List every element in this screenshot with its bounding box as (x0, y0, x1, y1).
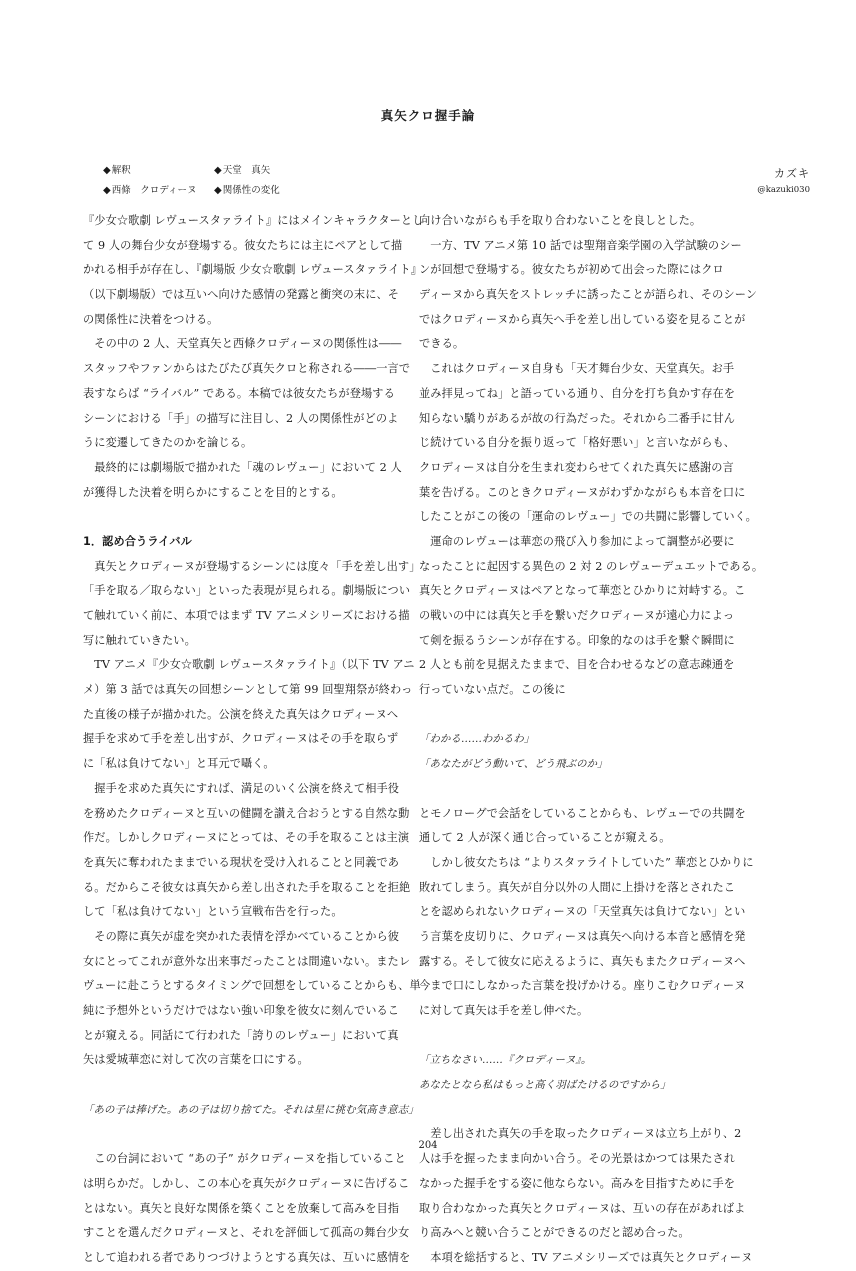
body-text-line: これはクロディーヌ自身も「天才舞台少女、天堂真矢。お手 (419, 362, 735, 376)
blank-line (83, 505, 438, 530)
body-text-line: ンが回想で登場する。彼女たちが初めて出会った際にはクロ (419, 263, 724, 277)
body-text-line: 運命のレヴューは華恋の飛び入り参加によって調整が必要に (419, 534, 735, 548)
diamond-bullet-icon: ◆ (214, 165, 222, 176)
diamond-bullet-icon: ◆ (103, 165, 111, 176)
body-text-line: の戦いの中には真矢と手を繋いだクロディーヌが遠心力によっ (419, 609, 735, 622)
body-text-line: とはない。真矢と良好な関係を築くことを放棄して高みを目指 (83, 1201, 400, 1215)
quotation-line: 「あなたがどう動いて、どう飛ぶのか」 (419, 758, 608, 771)
body-text-line: TV アニメ『少女☆歌劇 レヴュースタァライト』（以下 TV アニ (83, 658, 415, 672)
body-text-line: 表すならば “ライバル” である。本稿では彼女たちが登場する (83, 386, 395, 400)
body-text-line: 通して 2 人が深く通じ合っていることが窺える。 (419, 831, 671, 845)
body-text-line: じ続けている自分を振り返って「格好悪い」と言いながらも、 (419, 436, 736, 450)
body-text-line: り高みへと競い合うことができるのだと認め合った。 (419, 1226, 690, 1240)
body-text-line: 差し出された真矢の手を取ったクロディーヌは立ち上がり、2 (419, 1127, 742, 1141)
body-text-line: クロディーヌは自分を生まれ変わらせてくれた真矢に感謝の言 (419, 460, 734, 474)
body-text-line: ヴューに赴こうとするタイミングで回想をしていることからも、単 (83, 979, 421, 993)
keyword-tag: ◆解釈 (103, 165, 131, 176)
diamond-bullet-icon: ◆ (103, 185, 111, 196)
keyword-tag: ◆天堂 真矢 (214, 165, 271, 176)
body-text-line: なったことに起因する異色の 2 対 2 のレヴューデュエットである。 (419, 559, 764, 573)
blank-line (419, 1024, 774, 1049)
body-text-line: 2 人とも前を見据えたままで、目を合わせるなどの意志疎通を (419, 658, 735, 672)
body-text-line: 握手を求めた真矢にすれば、満足のいく公演を終えて相手役 (83, 781, 400, 795)
body-text-line: とモノローグで会話をしていることからも、レヴューでの共闘を (419, 806, 746, 820)
body-text-line: 一方、TV アニメ第 10 話では聖翔音楽学園の入学試験のシー (419, 238, 742, 252)
body-text-line: 取り合わなかった真矢とクロディーヌは、互いの存在があればよ (419, 1201, 746, 1215)
quotation-line: 「立ちなさい……『クロディーヌ』。 (419, 1054, 592, 1067)
body-text-line: して「私は負けてない」という宣戦布告を行った。 (83, 905, 343, 919)
quotation-line: あなたとなら私はもっと高く羽ばたけるのですから」 (419, 1079, 671, 1092)
body-text-line: として追われる者でありつづけようとする真矢は、互いに感情を (83, 1250, 411, 1264)
quotation-line: 「あの子は捧げた。あの子は切り捨てた。それは星に挑む気高き意志」 (83, 1103, 419, 1116)
quotation-line: 「わかる……わかるわ」 (419, 733, 535, 746)
body-text-line: た直後の様子が描かれた。公演を終えた真矢はクロディーヌへ (83, 707, 399, 721)
body-text-line: この台詞において “あの子” がクロディーヌを指していること (83, 1152, 406, 1166)
body-text-line: 知らない驕りがあるが故の行為だった。それから二番手に甘ん (419, 411, 736, 425)
body-text-line: て剣を振るうシーンが存在する。印象的なのは手を繋ぐ瞬間に (419, 633, 735, 647)
body-text-line: 本項を総括すると、TV アニメシリーズでは真矢とクロディーヌ (419, 1250, 753, 1264)
body-text-line: 露する。そして彼女に応えるように、真矢もまたクロディーヌへ (419, 954, 746, 968)
body-text-line: 行っていない点だ。この後に (419, 683, 566, 697)
body-text-line: に「私は負けてない」と耳元で囁く。 (83, 757, 275, 771)
body-text-line: その中の 2 人、天堂真矢と西條クロディーヌの関係性は―― (83, 337, 402, 351)
body-text-line: 『少女☆歌劇 レヴュースタァライト』にはメインキャラクターとし (83, 214, 424, 227)
body-text-line: 最終的には劇場版で描かれた「魂のレヴュー」において 2 人 (83, 460, 402, 474)
blank-line (83, 1073, 438, 1098)
body-text-line: とを認められないクロディーヌの「天堂真矢は負けてない」とい (419, 905, 746, 919)
keyword-tag: ◆関係性の変化 (214, 185, 280, 196)
body-text-line: 人は手を握ったまま向かい合う。その光景はかつては果たされ (419, 1152, 736, 1166)
body-text-line: とが窺える。同話にて行われた「誇りのレヴュー」において真 (83, 1028, 399, 1042)
page-number: 204 (418, 1140, 438, 1151)
body-text-line: うに変遷してきたのかを論じる。 (83, 436, 253, 450)
body-text-line: スタッフやファンからはたびたび真矢クロと称される――一言で (83, 362, 411, 376)
body-text-line: 敗れてしまう。真矢が自分以外の人間に上掛けを落とされたこ (419, 880, 736, 894)
body-text-line: て触れていく前に、本項ではまず TV アニメシリーズにおける描 (83, 609, 410, 622)
article-title: 真矢クロ握手論 (380, 108, 476, 123)
body-text-line: 真矢とクロディーヌはペアとなって華恋とひかりに対峙する。こ (419, 584, 746, 598)
body-column-left (83, 209, 438, 1271)
body-text-line: 女にとってこれが意外な出来事だったことは間違いない。またレ (83, 954, 411, 968)
body-text-line: を真矢に奪われたままでいる現状を受け入れることと同義であ (83, 855, 400, 869)
body-column-right (419, 209, 774, 1271)
body-text-line: 向け合いながらも手を取り合わないことを良しとした。 (419, 214, 702, 227)
body-text-line: 葉を告げる。このときクロディーヌがわずかながらも本音を口に (419, 485, 746, 499)
body-text-line: できる。 (419, 337, 465, 351)
section-heading: 1．認め合うライバル (83, 534, 192, 548)
body-text-line: すことを選んだクロディーヌと、それを評価して孤高の舞台少女 (83, 1226, 410, 1240)
body-text-line: しかし彼女たちは “よりスタァライトしていた” 華恋とひかりに (419, 855, 754, 869)
body-text-line: う言葉を皮切りに、クロディーヌは真矢へ向ける本音と感情を発 (419, 929, 746, 943)
body-text-line: 真矢とクロディーヌが登場するシーンには度々「手を差し出す」 (83, 559, 421, 573)
body-text-line: は明らかだ。しかし、この本心を真矢がクロディーヌに告げるこ (83, 1176, 410, 1190)
body-text-line: が獲得した決着を明らかにすることを目的とする。 (83, 485, 343, 499)
body-text-line: 今まで口にしなかった言葉を投げかける。座りこむクロディーヌ (419, 979, 746, 993)
body-text-line: を務めたクロディーヌと互いの健闘を讃え合おうとする自然な動 (83, 806, 410, 820)
body-text-line: メ）第 3 話では真矢の回想シーンとして第 99 回聖翔祭が終わっ (83, 683, 413, 697)
diamond-bullet-icon: ◆ (214, 185, 222, 196)
body-text-line: に対して真矢は手を差し伸べた。 (419, 1004, 589, 1017)
body-text-line: 矢は愛城華恋に対して次の言葉を口にする。 (83, 1053, 309, 1067)
body-text-line: ディーヌから真矢をストレッチに誘ったことが語られ、そのシーン (419, 288, 758, 302)
body-text-line: ではクロディーヌから真矢へ手を差し出している姿を見ることが (419, 312, 746, 326)
blank-line (419, 777, 774, 802)
body-text-line: かれる相手が存在し、『劇場版 少女☆歌劇 レヴュースタァライト』 (83, 263, 422, 277)
body-text-line: る。だからこそ彼女は真矢から差し出された手を取ることを拒絶 (83, 880, 411, 894)
keyword-tag: ◆西條 クロディーヌ (103, 185, 197, 196)
body-text-line: 作だ。しかしクロディーヌにとっては、その手を取ることは主演 (83, 831, 410, 845)
body-text-line: 並み拝見ってね」と語っている通り、自分を打ち負かす存在を (419, 386, 736, 400)
body-text-line: 握手を求めて手を差し出すが、クロディーヌはその手を取らず (83, 732, 399, 746)
author-name: カズキ (774, 167, 810, 180)
body-text-line: の関係性に決着をつける。 (83, 312, 219, 326)
author-handle: @kazuki030 (757, 185, 810, 195)
body-text-line: て 9 人の舞台少女が登場する。彼女たちには主にペアとして描 (83, 238, 403, 252)
body-text-line: 「手を取る／取らない」といった表現が見られる。劇場版につい (83, 584, 411, 598)
blank-line (419, 703, 774, 728)
body-text-line: その際に真矢が虚を突かれた表情を浮かべていることから彼 (83, 929, 400, 943)
body-text-line: 写に触れていきたい。 (83, 633, 196, 647)
body-text-line: （以下劇場版）では互いへ向けた感情の発露と衝突の末に、そ (83, 288, 400, 302)
body-text-line: シーンにおける「手」の描写に注目し、2 人の関係性がどのよ (83, 411, 399, 425)
blank-line (419, 1098, 774, 1123)
body-text-line: 純に予想外というだけではない強い印象を彼女に刻んでいるこ (83, 1004, 400, 1017)
body-text-line: なかった握手をする姿に他ならない。高みを目指すために手を (419, 1176, 736, 1190)
body-text-line: したことがこの後の「運命のレヴュー」での共闘に影響していく。 (419, 510, 757, 524)
